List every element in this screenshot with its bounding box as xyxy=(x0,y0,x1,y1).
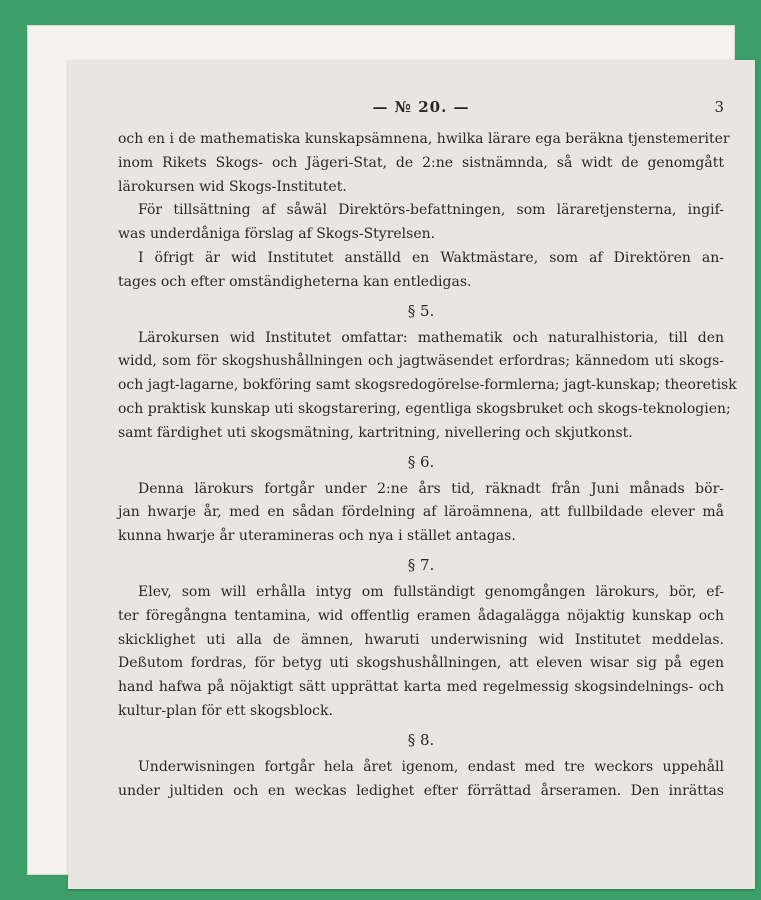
text-line: samt färdighet uti skogsmätning, kartritning, nivellering och skjutkonst. xyxy=(118,424,633,441)
paragraph xyxy=(118,478,724,549)
section-heading: § 8. xyxy=(407,730,435,749)
text-line: Denna lärokurs fortgår under 2:ne års tid, räknadt från Juni månads bör- xyxy=(138,480,724,497)
text-line: Elev, som will erhålla intyg om fullständigt genomgången lärokurs, bör, ef- xyxy=(138,583,724,600)
mount-board xyxy=(28,26,737,874)
paragraph xyxy=(118,199,724,247)
text-line: under jultiden och en weckas ledighet efter förrättad årseramen. Den inrättas xyxy=(118,782,724,799)
document-page xyxy=(68,60,755,889)
section-heading: § 5. xyxy=(407,301,435,320)
paragraph xyxy=(118,756,724,804)
page-text xyxy=(118,98,737,803)
text-line: och en i de mathematiska kunskapsämnena, hwilka lärare ega beräkna tjenstemeriter xyxy=(118,131,730,147)
paragraph xyxy=(118,247,724,295)
chapter-number: — № 20. — xyxy=(372,98,470,116)
paragraph xyxy=(118,128,730,199)
text-line: För tillsättning af såwäl Direktörs-befattningen, som läraretjensterna, ingif- xyxy=(138,202,724,219)
paragraph xyxy=(118,581,724,724)
text-line: was underdåniga förslag af Skogs-Styrelsen. xyxy=(118,226,436,243)
page-number: 3 xyxy=(714,98,724,116)
text-line: och jagt-lagarne, bokföring samt skogsredogörelse-formlerna; jagt-kunskap; theoretisk xyxy=(118,377,737,394)
text-line: tages och efter omständigheterna kan entledigas. xyxy=(118,273,472,290)
paragraph xyxy=(118,327,737,446)
text-line: Deßutom fordras, för betyg uti skogshushållningen, att eleven wisar sig på egen xyxy=(118,655,724,672)
page-header xyxy=(118,98,724,128)
text-line: skicklighet uti alla de ämnen, hwaruti underwisning wid Institutet meddelas. xyxy=(118,631,724,648)
section-heading: § 6. xyxy=(407,452,435,471)
text-line: widd, som för skogshushållningen och jagtwäsendet erfordras; kännedom uti skogs- xyxy=(118,353,724,370)
text-line: ter föregångna tentamina, wid offentlig eramen ådagalägga nöjaktig kunskap och xyxy=(118,607,724,624)
text-line: och praktisk kunskap uti skogstarering, egentliga skogsbruket och skogs-teknologien; xyxy=(118,400,731,417)
text-line: lärokursen wid Skogs-Institutet. xyxy=(118,178,347,195)
text-line: I öfrigt är wid Institutet anställd en Waktmästare, som af Direktören an- xyxy=(138,249,724,266)
section-heading: § 7. xyxy=(407,555,435,574)
text-line: kultur-plan för ett skogsblock. xyxy=(118,702,333,719)
text-line: inom Rikets Skogs- och Jägeri-Stat, de 2:ne sistnämnda, så widt de genomgått xyxy=(118,154,724,171)
text-line: Underwisningen fortgår hela året igenom, endast med tre weckors uppehåll xyxy=(138,758,724,775)
text-line: jan hwarje år, med en sådan fördelning af läroämnena, att fullbildade elever må xyxy=(118,504,724,521)
text-line: hand hafwa på nöjaktigt sätt upprättat karta med regelmessig skogsindelnings- och xyxy=(118,679,724,696)
text-line: Lärokursen wid Institutet omfattar: mathematik och naturalhistoria, till den xyxy=(138,329,724,346)
text-line: kunna hwarje år uteramineras och nya i stället antagas. xyxy=(118,528,516,545)
